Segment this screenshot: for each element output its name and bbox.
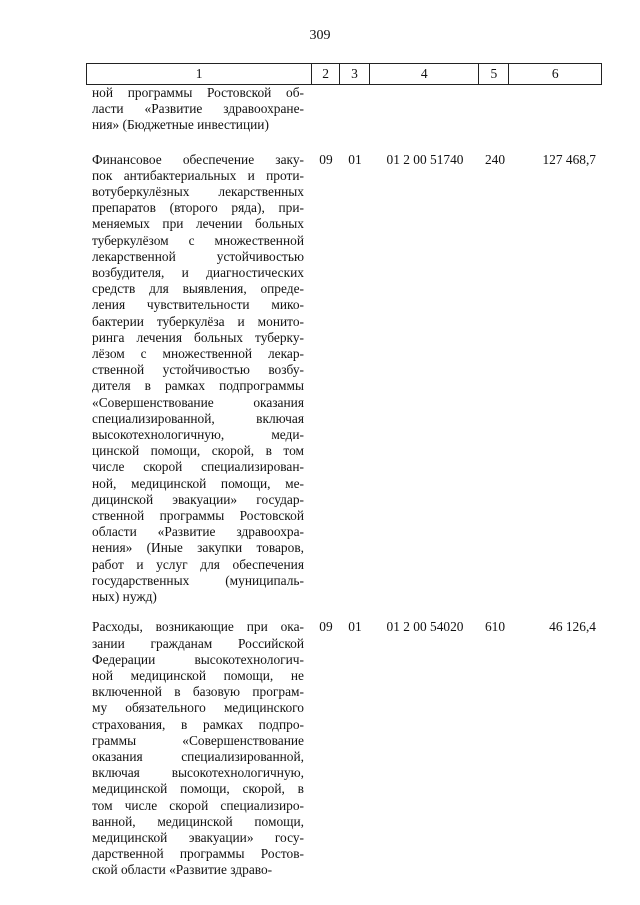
description-line: лекарственной устойчивостью (92, 248, 304, 264)
description-line: числе скорой специализирован- (92, 459, 304, 475)
description-line: ласти «Развитие здравоохране- (92, 101, 304, 117)
cell-c3: 01 (348, 619, 362, 635)
description-line: ванной, медицинской помощи, (92, 813, 304, 829)
description-line: цинской помощи, скорой, в том (92, 443, 304, 459)
description-line: ной медицинской помощи, не (92, 667, 304, 683)
description-line: туберкулёзом с множественной (92, 232, 304, 248)
description-line: области «Развитие здравоохра- (92, 524, 304, 540)
description-line: дарственной программы Ростов- (92, 846, 304, 862)
description-line: включенной в базовую програм- (92, 684, 304, 700)
description-line: ной, медицинской помощи, ме- (92, 475, 304, 491)
description-line: бактерии туберкулёза и монито- (92, 313, 304, 329)
description-line: Расходы, возникающие при ока- (92, 619, 304, 635)
page-number: 309 (309, 28, 331, 43)
row-description (86, 619, 312, 878)
description-line: ственной устойчивостью возбу- (92, 362, 304, 378)
description-line: дителя в рамках подпрограммы (92, 378, 304, 394)
table-row (86, 85, 602, 134)
description-line: ления чувствительности мико- (92, 297, 304, 313)
cell-c5: 610 (484, 619, 506, 635)
cell-c4: 01 2 00 51740 (386, 151, 464, 167)
cell-c2: 09 (319, 151, 333, 167)
description-line: средств для выявления, опреде- (92, 281, 304, 297)
description-line: дицинской эвакуации» государ- (92, 491, 304, 507)
description-line: специализированной, включая (92, 410, 304, 426)
description-line: нения» (Иные закупки товаров, (92, 540, 304, 556)
description-line: препаратов (второго ряда), при- (92, 200, 304, 216)
description-line: том числе скорой специализиро- (92, 797, 304, 813)
table-row (86, 152, 602, 606)
description-line: высокотехнологичную, меди- (92, 427, 304, 443)
column-header-1: 1 (87, 64, 312, 84)
cell-c2: 09 (319, 619, 333, 635)
column-header-5: 5 (479, 64, 509, 84)
description-line: ринга лечения больных туберку- (92, 329, 304, 345)
cell-c5: 240 (484, 151, 506, 167)
table-row (86, 619, 602, 878)
description-line: страхования, в рамках подпро- (92, 716, 304, 732)
description-line: граммы «Совершенствование (92, 732, 304, 748)
row-description (86, 152, 312, 606)
row-description (86, 85, 312, 134)
description-line: включая высокотехнологичную, (92, 765, 304, 781)
description-line: вотуберкулёзных лекарственных (92, 184, 304, 200)
description-line: пок антибактериальных и проти- (92, 167, 304, 183)
description-line: возбудителя, и диагностических (92, 265, 304, 281)
description-line: ной программы Ростовской об- (92, 85, 304, 100)
description-line: му обязательного медицинского (92, 700, 304, 716)
table-body (86, 85, 602, 879)
description-line: лёзом с множественной лекар- (92, 346, 304, 362)
description-line: ния» (Бюджетные инвестиции) (92, 117, 269, 133)
cell-c6: 46 126,4 (549, 619, 596, 635)
description-line: оказания специализированной, (92, 748, 304, 764)
column-header-3: 3 (340, 64, 370, 84)
description-line: меняемых при лечении больных (92, 216, 304, 232)
description-line: работ и услуг для обеспечения (92, 556, 304, 572)
description-line: государственных (муниципаль- (92, 572, 304, 588)
description-line: Финансовое обеспечение заку- (92, 151, 304, 167)
cell-c4: 01 2 00 54020 (386, 619, 464, 635)
column-header-2: 2 (312, 64, 340, 84)
description-line: ской области «Развитие здраво- (92, 862, 273, 878)
description-line: медицинской помощи, скорой, в (92, 781, 304, 797)
description-line: медицинской эвакуации» госу- (92, 829, 304, 845)
cell-c3: 01 (348, 151, 362, 167)
cell-c6: 127 468,7 (542, 151, 596, 167)
description-line: зании гражданам Российской (92, 635, 304, 651)
column-header-4: 4 (370, 64, 480, 84)
column-header-6: 6 (551, 66, 559, 81)
description-line: ственной программы Ростовской (92, 508, 304, 524)
description-line: Федерации высокотехнологич- (92, 651, 304, 667)
table-header-row (86, 63, 602, 85)
description-line: ных) нужд) (92, 589, 157, 605)
description-line: «Совершенствование оказания (92, 394, 304, 410)
